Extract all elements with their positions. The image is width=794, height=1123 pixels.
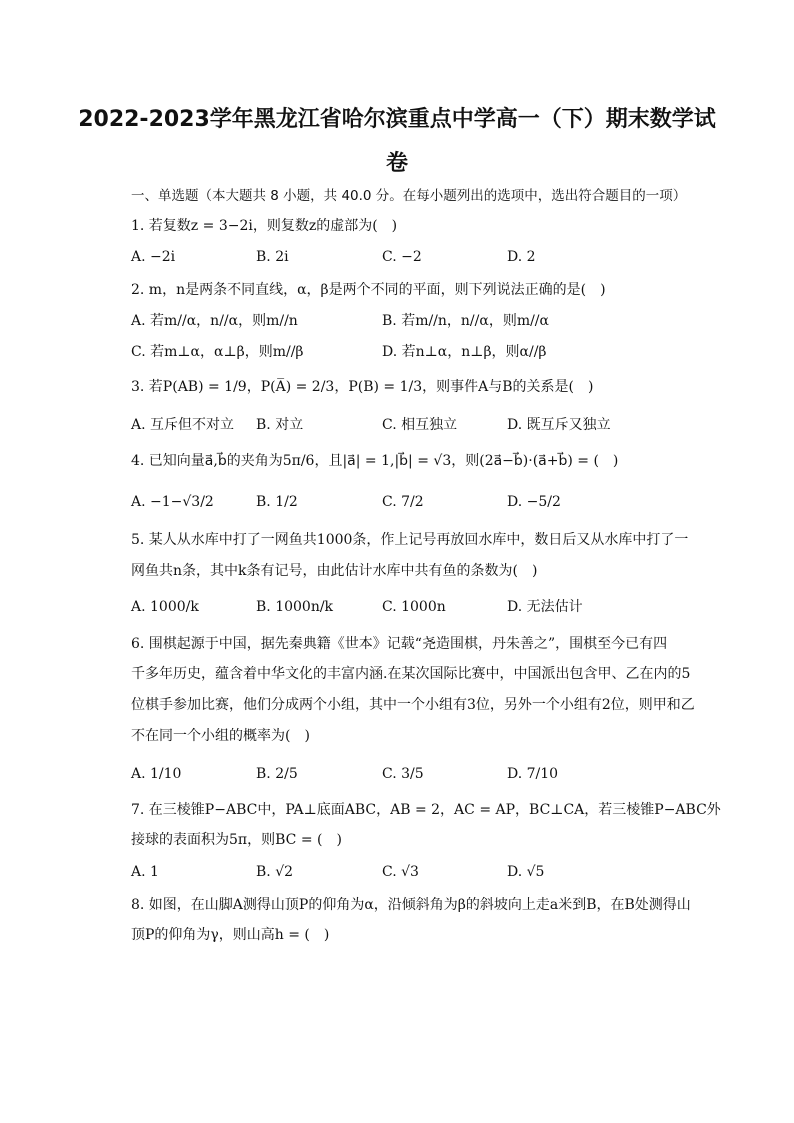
q3-option-d: D. 既互斥又独立 [507, 417, 611, 433]
q4-option-d: D. −5/2 [507, 494, 561, 510]
q2-option-a: A. 若m//α，n//α，则m//n [131, 313, 298, 329]
q5-option-d: D. 无法估计 [507, 599, 583, 615]
question-7-stem-line-1: 7. 在三棱锥P−ABC中，PA⊥底面ABC，AB = 2，AC = AP，BC⊥CA，若三棱锥P−ABC外 [131, 802, 721, 818]
question-2-stem: 2. m，n是两条不同直线，α，β是两个不同的平面，则下列说法正确的是( ) [131, 282, 606, 298]
question-4-stem: 4. 已知向量a⃗,b⃗的夹角为5π/6，且|a⃗| = 1,|b⃗| = √3，则(2a⃗−b⃗)·(a⃗+b⃗) = ( ) [131, 453, 619, 469]
q4-option-c: C. 7/2 [382, 494, 424, 510]
q6-option-c: C. 3/5 [382, 766, 424, 782]
q1-option-a: A. −2i [131, 249, 176, 265]
q5-option-b: B. 1000n/k [256, 599, 334, 615]
q6-option-b: B. 2/5 [256, 766, 298, 782]
question-6-stem-line-1: 6. 围棋起源于中国，据先秦典籍《世本》记载“尧造围棋，丹朱善之”，围棋至今已有四 [131, 636, 668, 652]
question-8-stem-line-2: 顶P的仰角为γ，则山高h = ( ) [131, 927, 330, 943]
q5-option-c: C. 1000n [382, 599, 446, 615]
q3-option-c: C. 相互独立 [382, 417, 458, 433]
q3-option-a: A. 互斥但不对立 [131, 417, 235, 433]
q7-option-c: C. √3 [382, 864, 419, 880]
question-7-stem-line-2: 接球的表面积为5π，则BC = ( ) [131, 832, 342, 848]
q2-option-c: C. 若m⊥α，α⊥β，则m//β [131, 344, 304, 360]
question-6-stem-line-3: 位棋手参加比赛，他们分成两个小组，其中一个小组有3位，另外一个小组有2位，则甲和乙 [131, 697, 695, 713]
q1-option-b: B. 2i [256, 249, 289, 265]
question-8-stem-line-1: 8. 如图，在山脚A测得山顶P的仰角为α，沿倾斜角为β的斜坡向上走a米到B，在B处测得山 [131, 897, 691, 913]
q4-option-a: A. −1−√3/2 [131, 494, 214, 510]
question-1-stem: 1. 若复数z = 3−2i，则复数z的虚部为( ) [131, 218, 398, 234]
question-5-stem-line-1: 5. 某人从水库中打了一网鱼共1000条，作上记号再放回水库中，数日后又从水库中打了一 [131, 532, 689, 548]
exam-title-line-2: 卷 [385, 151, 408, 176]
q6-option-a: A. 1/10 [131, 766, 182, 782]
question-6-stem-line-2: 千多年历史，蕴含着中华文化的丰富内涵.在某次国际比赛中，中国派出包含甲、乙在内的5 [131, 666, 691, 682]
q1-option-c: C. −2 [382, 249, 422, 265]
q5-option-a: A. 1000/k [131, 599, 199, 615]
q7-option-d: D. √5 [507, 864, 545, 880]
q6-option-d: D. 7/10 [507, 766, 559, 782]
q2-option-d: D. 若n⊥α，n⊥β，则α//β [382, 344, 547, 360]
exam-title-line-1: 2022-2023学年黑龙江省哈尔滨重点中学高一（下）期末数学试 [78, 107, 716, 132]
question-6-stem-line-4: 不在同一个小组的概率为( ) [131, 728, 310, 744]
q2-option-b: B. 若m//n，n//α，则m//α [382, 313, 549, 329]
q7-option-a: A. 1 [131, 864, 159, 880]
question-3-stem: 3. 若P(AB) = 1/9，P(A̅) = 2/3，P(B) = 1/3，则事件A与B的关系是( ) [131, 379, 594, 395]
exam-title [70, 98, 724, 186]
q4-option-b: B. 1/2 [256, 494, 298, 510]
q1-option-d: D. 2 [507, 249, 536, 265]
q7-option-b: B. √2 [256, 864, 294, 880]
question-5-stem-line-2: 网鱼共n条，其中k条有记号，由此估计水库中共有鱼的条数为( ) [131, 563, 538, 579]
section-heading: 一、单选题（本大题共 8 小题，共 40.0 分。在每小题列出的选项中，选出符合题目的一项） [131, 188, 687, 204]
q3-option-b: B. 对立 [256, 417, 304, 433]
